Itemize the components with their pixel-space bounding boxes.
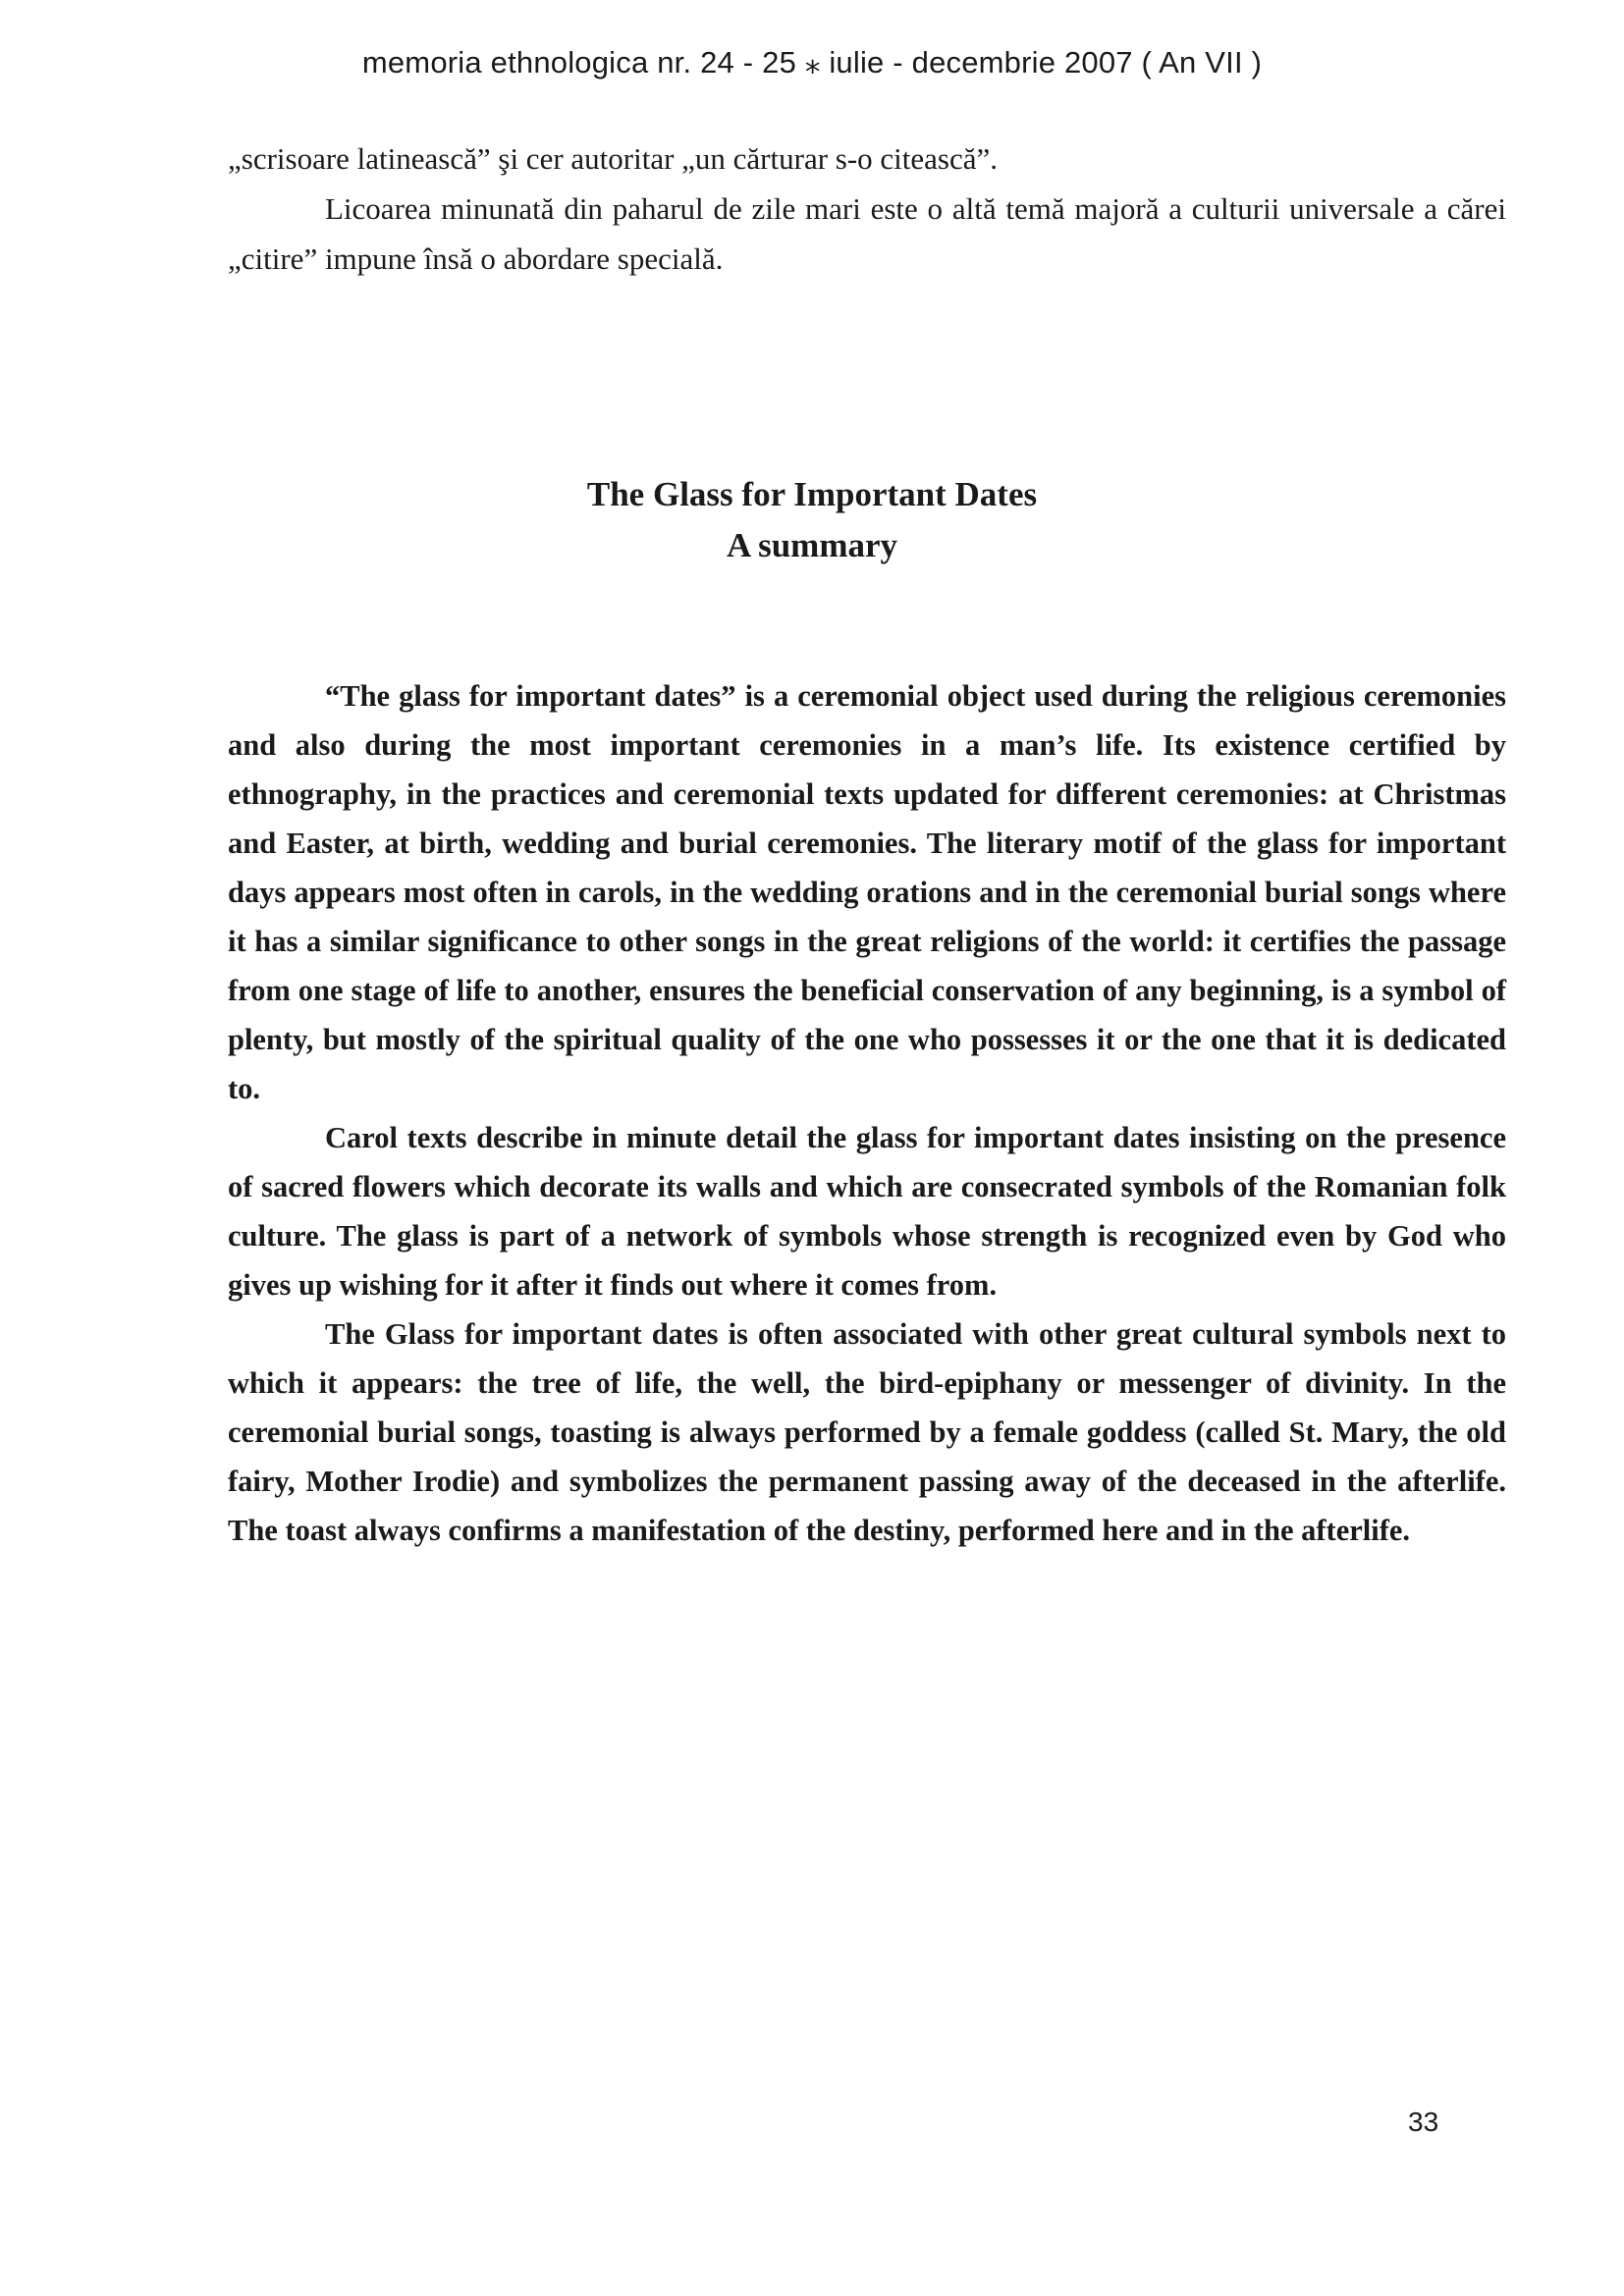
intro-text [228,133,1506,284]
title-line: The Glass for Important Dates [586,475,1038,513]
summary-text [228,671,1506,1555]
article-title [0,469,1624,571]
page-number: 33 [1408,2107,1439,2137]
summary-paragraph: Carol texts describe in minute detail the glass for important dates insisting on the presence of sacred flowers which decorate its walls and which are consecrated symbols of the Romanian folk culture. The glass is part of a network of symbols whose strength is recognized even by God who gives up wishing for it after it finds out where it comes from. [228,1121,1506,1302]
summary-paragraph: The Glass for important dates is often associated with other great cultural symbols next to which it appears: the tree of life, the well, the bird-epiphany or messenger of divinity. In the ceremonial burial songs, toasting is always performed by a female goddess (called St. Mary, the old fairy, Mother Irodie) and symbolizes the permanent passing away of the deceased in the afterlife. The toast always confirms a manifestation of the destiny, performed here and in the afterlife. [228,1317,1506,1547]
intro-paragraph: Licoarea minunată din paharul de zile mari este o altă temă majoră a culturii universale a cărei „citire” impune însă o abordare specială. [228,191,1506,276]
intro-paragraph: „scrisoare latinească” şi cer autoritar „un cărturar s-o citească”. [228,141,999,176]
subtitle-line: A summary [726,526,898,564]
running-header: memoria ethnologica nr. 24 - 25 ⁎ iulie - decembrie 2007 ( An VII ) [361,45,1263,80]
summary-paragraph: “The glass for important dates” is a ceremonial object used during the religious ceremonies and also during the most important ceremonies in a man’s life. Its existence certified by ethnography, in the practices and ceremonial texts updated for different ceremonies: at Christmas and Easter, at birth, wedding and burial ceremonies. The literary motif of the glass for important days appears most often in carols, in the wedding orations and in the ceremonial burial songs where it has a similar significance to other songs in the great religions of the world: it certifies the passage from one stage of life to another, ensures the beneficial conservation of any beginning, is a symbol of plenty, but mostly of the spiritual quality of the one who possesses it or the one that it is dedicated to. [228,679,1506,1105]
